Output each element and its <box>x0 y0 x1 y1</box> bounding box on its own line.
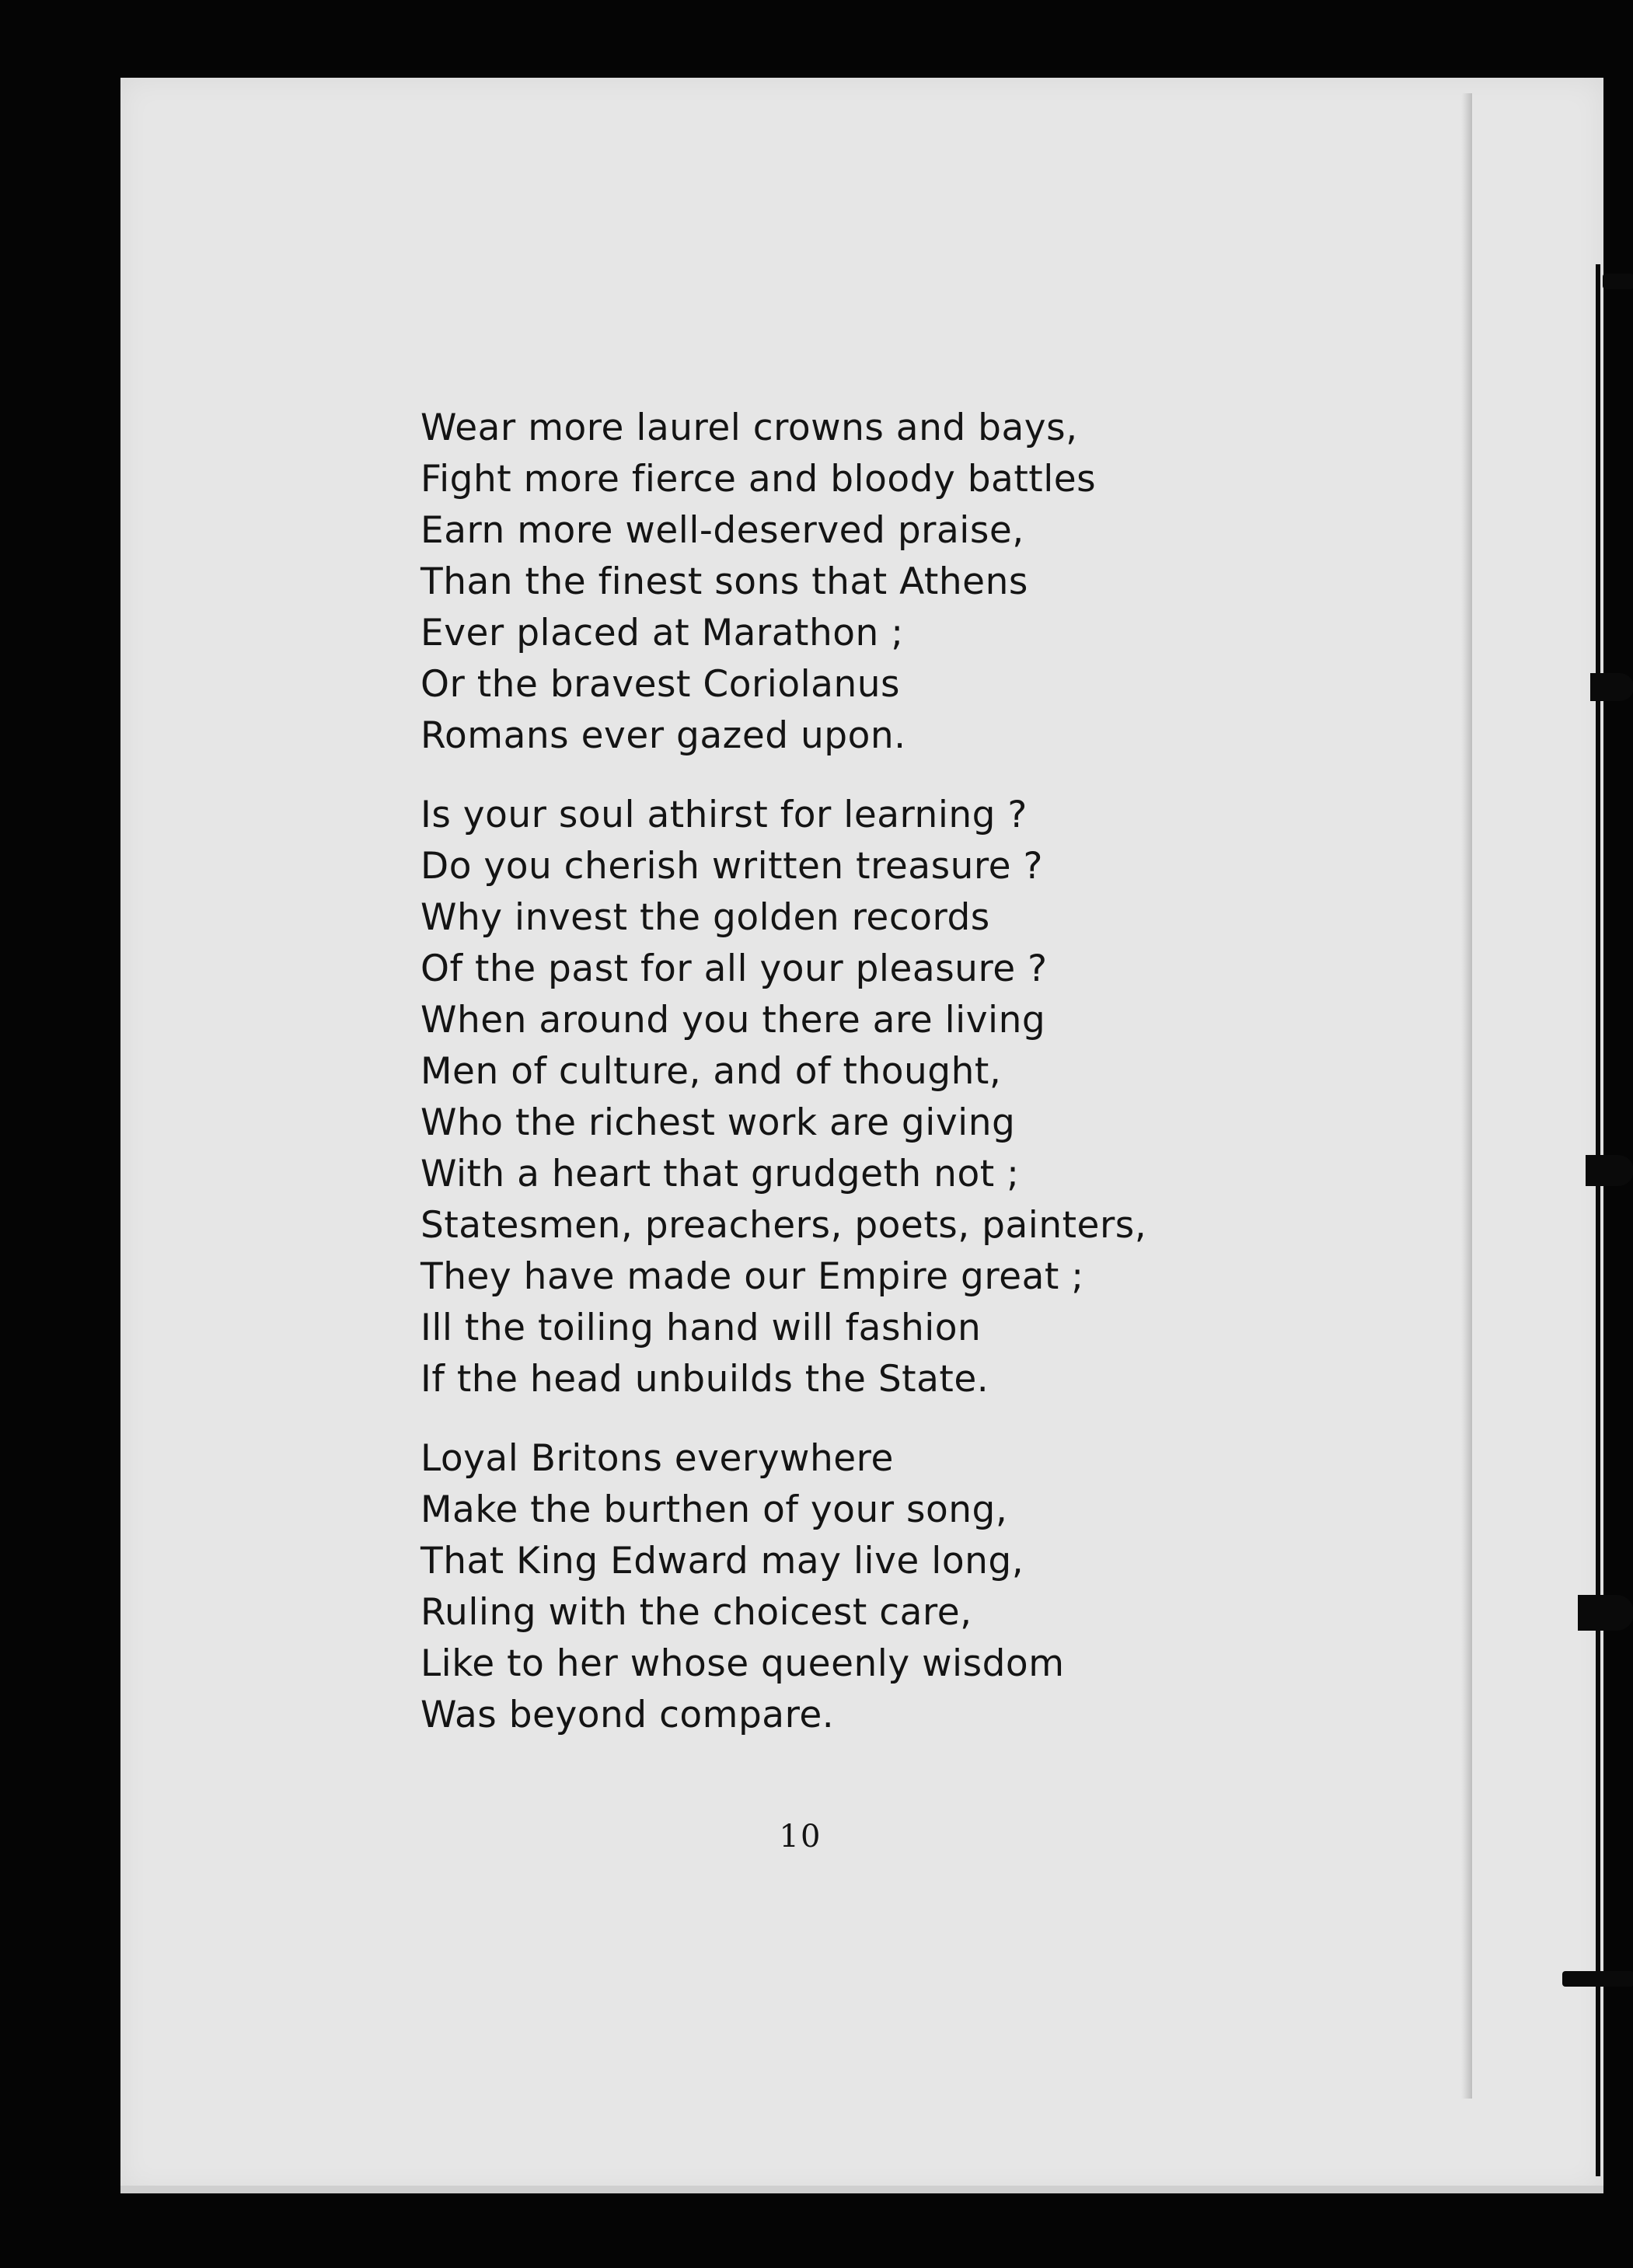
binding-stitch <box>1578 1595 1633 1631</box>
poem-line: Who the richest work are giving <box>420 1101 1016 1144</box>
poem-line: Loyal Britons everywhere <box>420 1437 894 1480</box>
poem-line: Like to her whose queenly wisdom <box>420 1642 1065 1685</box>
binding-thread <box>1596 264 1600 2176</box>
poem-line: When around you there are living <box>420 999 1046 1042</box>
poem-line: Men of culture, and of thought, <box>420 1050 1002 1093</box>
stanza <box>420 1433 1198 1741</box>
binding-stitch <box>1603 274 1633 289</box>
page-fold-edge <box>1461 93 1472 2099</box>
poem-line: Was beyond compare. <box>420 1694 835 1736</box>
poem-line: Why invest the golden records <box>420 896 990 939</box>
poem-line: That King Edward may live long, <box>420 1540 1024 1582</box>
poem-line: Or the bravest Coriolanus <box>420 663 901 706</box>
binding-stitch <box>1590 673 1633 701</box>
binding-stitch <box>1586 1155 1633 1186</box>
poem-line: Of the past for all your pleasure ? <box>420 947 1048 990</box>
poem-line: Make the burthen of your song, <box>420 1488 1008 1531</box>
poem-line: Ill the toiling hand will fashion <box>420 1307 982 1349</box>
poem-line: With a heart that grudgeth not ; <box>420 1153 1020 1195</box>
poem-line: Romans ever gazed upon. <box>420 714 906 757</box>
poem-line: Fight more fierce and bloody battles <box>420 458 1097 501</box>
page-number: 10 <box>779 1819 822 1855</box>
binding-stitch <box>1562 1971 1633 1987</box>
poem-line: Wear more laurel crowns and bays, <box>420 406 1078 449</box>
poem-line: They have made our Empire great ; <box>420 1255 1084 1298</box>
poem-line: Than the finest sons that Athens <box>420 560 1028 603</box>
poem-line: If the head unbuilds the State. <box>420 1358 989 1401</box>
poem-text <box>420 403 1198 1769</box>
poem-line: Ruling with the choicest care, <box>420 1591 972 1634</box>
poem-line: Ever placed at Marathon ; <box>420 612 904 654</box>
poem-line: Earn more well-deserved praise, <box>420 509 1024 552</box>
page-bottom-edge <box>120 2186 1603 2193</box>
stanza <box>420 403 1198 762</box>
poem-line: Statesmen, preachers, poets, painters, <box>420 1204 1147 1247</box>
stanza <box>420 790 1198 1405</box>
poem-line: Is your soul athirst for learning ? <box>420 794 1028 836</box>
poem-line: Do you cherish written treasure ? <box>420 845 1043 888</box>
